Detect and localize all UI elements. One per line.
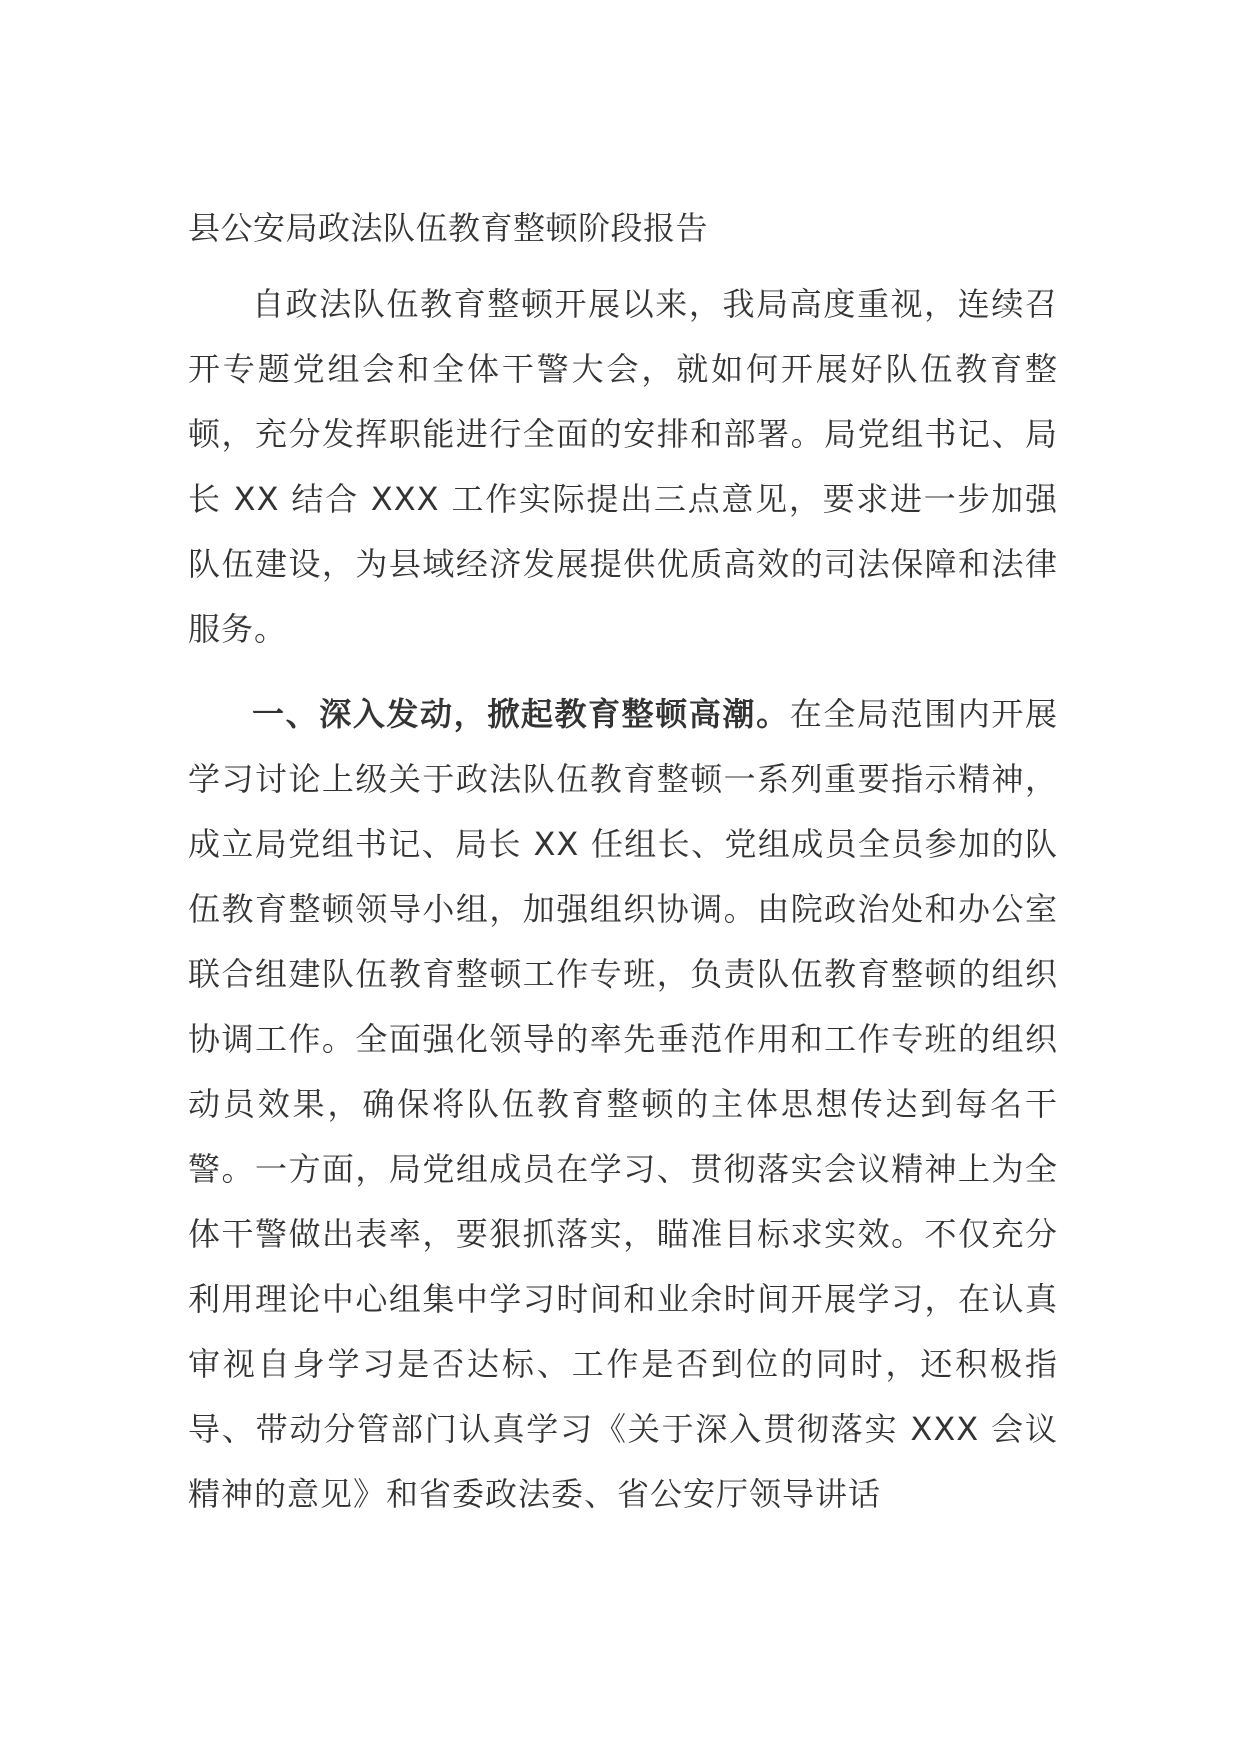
section-one-paragraph (188, 682, 1058, 1527)
intro-paragraph (188, 272, 1058, 662)
document-title: 县公安局政法队伍教育整顿阶段报告 (188, 209, 709, 247)
section-one-heading: 一、深入发动，掀起教育整顿高潮。 (252, 695, 790, 733)
document-body (188, 200, 1058, 1547)
intro-paragraph-text: 自政法队伍教育整顿开展以来，我局高度重视，连续召开专题党组会和全体干警大会，就如何开展好队伍教育整顿，充分发挥职能进行全面的安排和部署。局党组书记、局长 XX 结合 XXX 工作实际提出三点意见，要求进一步加强队伍建设，为县域经济发展提供优质高效的司法保障和法律服务。 (188, 285, 1058, 648)
section-one-text: 在全局范围内开展学习讨论上级关于政法队伍教育整顿一系列重要指示精神，成立局党组书记、局长 XX 任组长、党组成员全员参加的队伍教育整顿领导小组，加强组织协调。由院政治处和办公室联合组建队伍教育整顿工作专班，负责队伍教育整顿的组织协调工作。全面强化领导的率先垂范作用和工作专班的组织动员效果，确保将队伍教育整顿的主体思想传达到每名干警。一方面，局党组成员在学习、贯彻落实会议精神上为全体干警做出表率，要狠抓落实，瞄准目标求实效。不仅充分利用理论中心组集中学习时间和业余时间开展学习，在认真审视自身学习是否达标、工作是否到位的同时，还积极指导、带动分管部门认真学习《关于深入贯彻落实 XXX 会议精神的意见》和省委政法委、省公安厅领导讲话 (188, 695, 1058, 1513)
